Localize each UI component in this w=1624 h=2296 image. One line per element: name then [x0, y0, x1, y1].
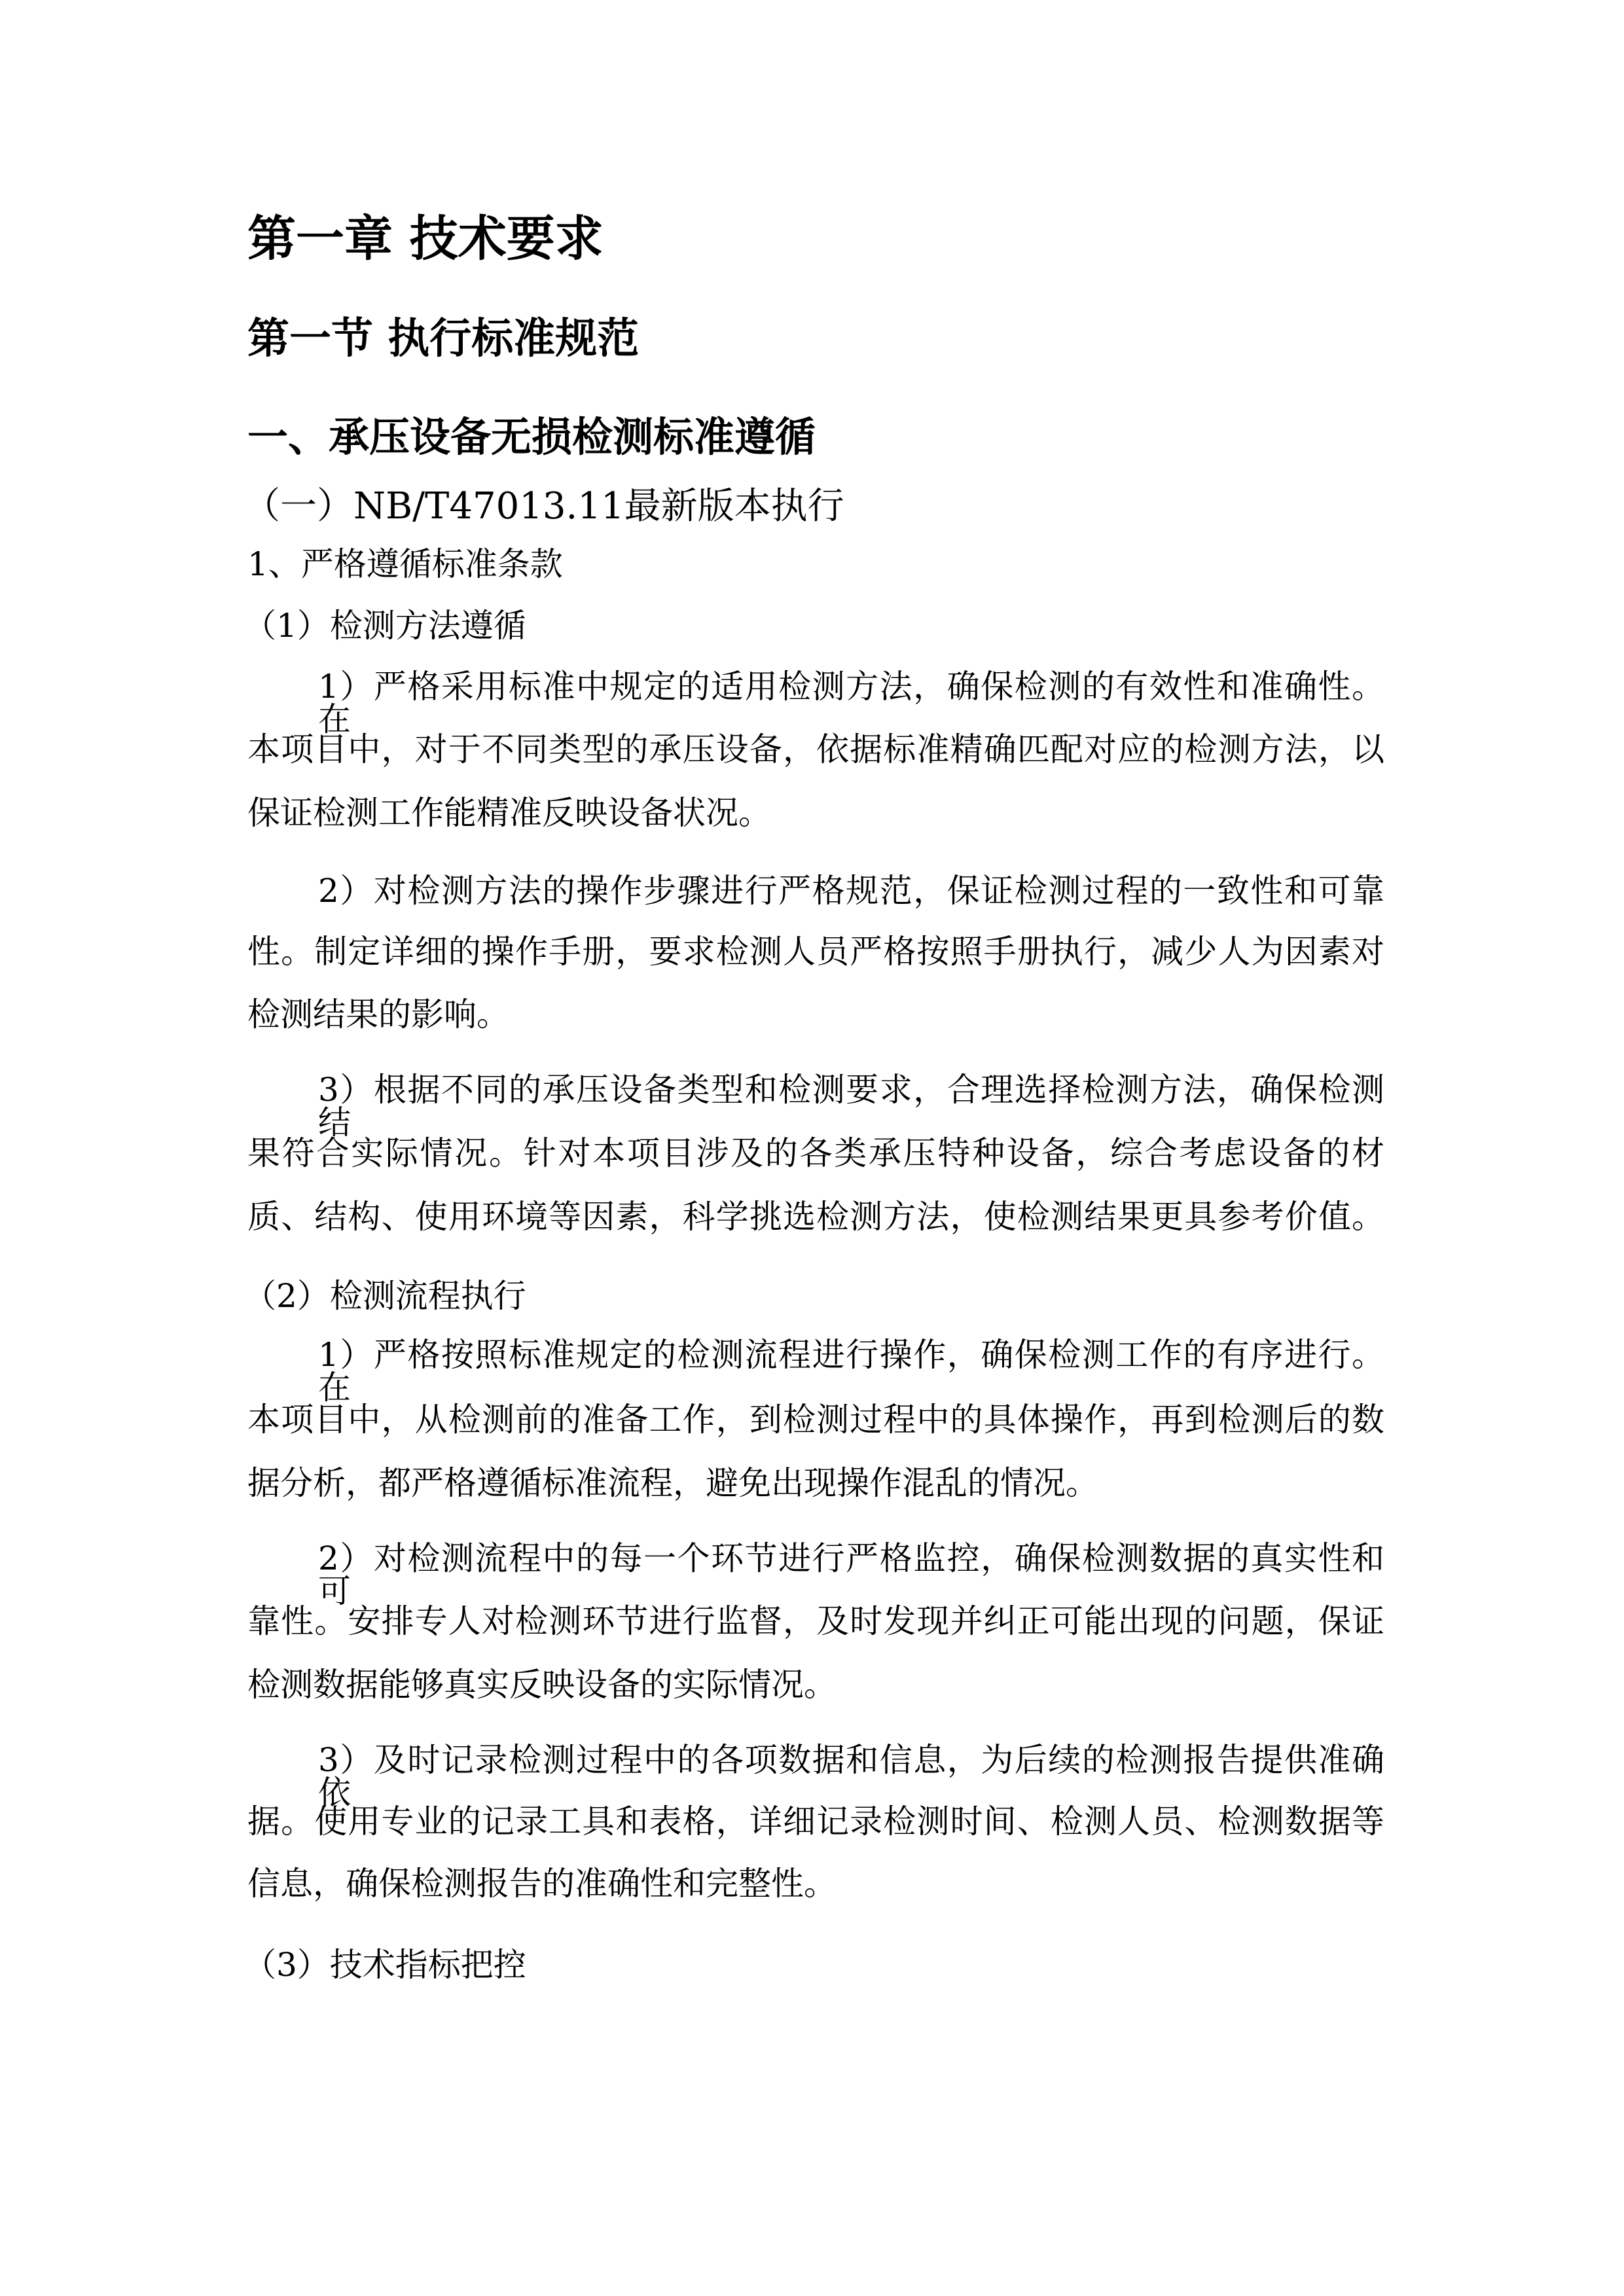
item-heading: 1、严格遵循标准条款 [247, 545, 563, 583]
paragraph-line: 检测结果的影响。 [247, 996, 509, 1033]
subheading-detection-process: （2）检测流程执行 [244, 1277, 526, 1315]
paragraph-line: 1）严格按照标准规定的检测流程进行操作，确保检测工作的有序进行。在 [318, 1336, 1384, 1407]
paragraph-line: 质、结构、使用环境等因素，科学挑选检测方法，使检测结果更具参考价值。 [247, 1198, 1384, 1236]
subheading-technical-indicators: （3）技术指标把控 [244, 1946, 526, 1984]
heading-level-2: （一）NB/T47013.11最新版本执行 [244, 485, 844, 528]
paragraph-line: 2）对检测流程中的每一个环节进行严格监控，确保检测数据的真实性和可 [318, 1539, 1384, 1610]
section-title: 第一节 执行标准规范 [247, 315, 640, 363]
paragraph-line: 检测数据能够真实反映设备的实际情况。 [247, 1666, 837, 1704]
paragraph-line: 信息，确保检测报告的准确性和完整性。 [247, 1865, 837, 1903]
paragraph-line: 据。使用专业的记录工具和表格，详细记录检测时间、检测人员、检测数据等 [247, 1803, 1384, 1840]
chapter-title: 第一章 技术要求 [247, 211, 604, 267]
paragraph-line: 果符合实际情况。针对本项目涉及的各类承压特种设备，综合考虑设备的材 [247, 1134, 1384, 1172]
paragraph-line: 保证检测工作能精准反映设备状况。 [247, 794, 771, 832]
paragraph-line: 1）严格采用标准中规定的适用检测方法，确保检测的有效性和准确性。在 [318, 668, 1384, 738]
paragraph-line: 3）根据不同的承压设备类型和检测要求，合理选择检测方法，确保检测结 [318, 1071, 1384, 1141]
paragraph-line: 本项目中，对于不同类型的承压设备，依据标准精确匹配对应的检测方法，以 [247, 730, 1384, 768]
paragraph-line: 3）及时记录检测过程中的各项数据和信息，为后续的检测报告提供准确依 [318, 1741, 1384, 1812]
paragraph-line: 本项目中，从检测前的准备工作，到检测过程中的具体操作，再到检测后的数 [247, 1401, 1384, 1439]
paragraph-line: 性。制定详细的操作手册，要求检测人员严格按照手册执行，减少人为因素对 [247, 933, 1384, 971]
paragraph-line: 2）对检测方法的操作步骤进行严格规范，保证检测过程的一致性和可靠 [318, 872, 1384, 910]
paragraph-line: 据分析，都严格遵循标准流程，避免出现操作混乱的情况。 [247, 1464, 1098, 1502]
paragraph-line: 靠性。安排专人对检测环节进行监督，及时发现并纠正可能出现的问题，保证 [247, 1602, 1384, 1640]
heading-level-1: 一、承压设备无损检测标准遵循 [247, 413, 816, 461]
subheading-detection-method: （1）检测方法遵循 [244, 607, 526, 645]
